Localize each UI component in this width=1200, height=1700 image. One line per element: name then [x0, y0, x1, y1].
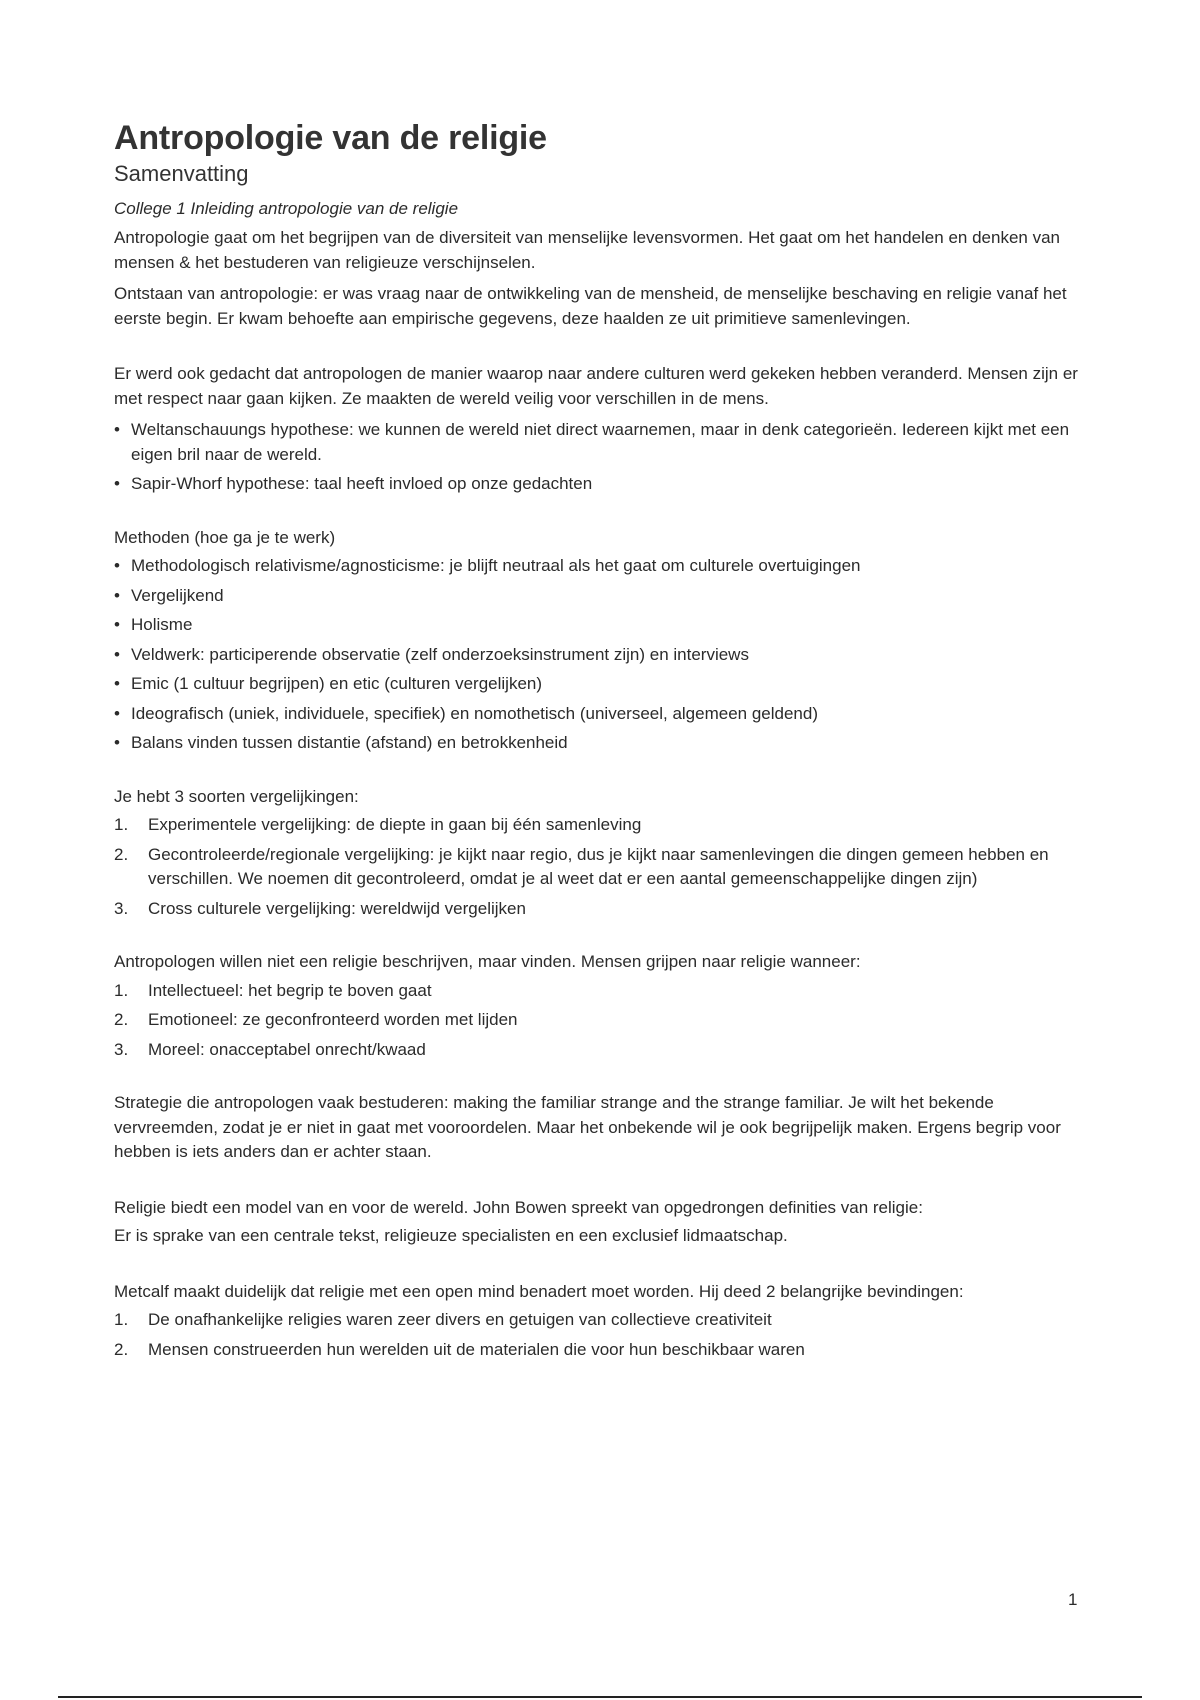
comparisons-heading: Je hebt 3 soorten vergelijkingen: [114, 786, 359, 806]
bullet-icon: • [114, 674, 120, 693]
list-item: 2. Emotioneel: ze geconfronteerd worden met lijden [114, 1010, 518, 1029]
list-item: • Emic (1 cultuur begrijpen) en etic (culturen vergelijken) [114, 672, 1084, 697]
bullet-icon: • [114, 703, 120, 723]
document-page [114, 118, 1084, 1367]
list-item: 1. Intellectueel: het begrip te boven gaat [114, 980, 432, 1000]
intro-paragraph-1: Antropologie gaat om het begrijpen van de diversiteit van menselijke levensvormen. Het gaat om het handelen en denken van mensen & het bestuderen van religieuze verschijnselen. [114, 228, 1060, 272]
perspective-paragraph: Er werd ook gedacht dat antropologen de manier waarop naar andere culturen werd gekeken hebben veranderd. Mensen zijn er met respect naar gaan kijken. Ze maakten de wereld veilig voor verschillen in de mens. [114, 364, 1078, 408]
list-item: • Methodologisch relativisme/agnosticisme: je blijft neutraal als het gaat om culturele overtuigingen [114, 554, 1084, 579]
reasons-heading: Antropologen willen niet een religie beschrijven, maar vinden. Mensen grijpen naar religie wanneer: [114, 952, 861, 971]
list-item: • Veldwerk: participerende observatie (zelf onderzoeksinstrument zijn) en interviews [114, 643, 1084, 668]
list-item: • Weltanschauungs hypothese: we kunnen de wereld niet direct waarnemen, maar in denk categorieën. Iedereen kijkt met een eigen bril naar de wereld. [114, 420, 1070, 464]
bullet-icon: • [114, 585, 120, 605]
list-item: 1. De onafhankelijke religies waren zeer divers en getuigen van collectieve creativiteit [114, 1310, 772, 1329]
methods-list [114, 554, 1084, 756]
list-item: 2. Gecontroleerde/regionale vergelijking: je kijkt naar regio, dus je kijkt naar samenlevingen die dingen gemeen hebben en verschillen. We noemen dit gecontroleerd, omdat je al weet dat er een aantal gemeenschappelijke dingen zijn) [114, 844, 1049, 888]
list-item: • Holisme [114, 613, 1084, 638]
bowen-paragraph-2: Er is sprake van een centrale tekst, religieuze specialisten en een exclusief lidmaatschap. [114, 1226, 788, 1245]
methods-heading: Methoden (hoe ga je te werk) [114, 527, 336, 547]
strategy-paragraph: Strategie die antropologen vaak bestuderen: making the familiar strange and the strange familiar. Je wilt het bekende vervreemden, zodat je er niet in gaat met vooroordelen. Maar het onbekende wil je ook begrijpelijk maken. Ergens begrip voor hebben is iets anders dan er achter staan. [114, 1093, 1061, 1161]
comparisons-list [114, 813, 1084, 921]
list-item: • Balans vinden tussen distantie (afstand) en betrokkenheid [114, 731, 1084, 756]
perspective-list [114, 418, 1084, 497]
footer-divider [58, 1696, 1142, 1698]
page-number: 1 [1068, 1590, 1078, 1609]
bullet-icon: • [114, 644, 120, 664]
list-item: 2. Mensen construeerden hun werelden uit de materialen die voor hun beschikbaar waren [114, 1339, 805, 1359]
list-item: • Sapir-Whorf hypothese: taal heeft invloed op onze gedachten [114, 472, 1084, 497]
bullet-icon: • [114, 615, 120, 634]
lecture-heading: College 1 Inleiding antropologie van de religie [114, 199, 459, 218]
intro-paragraph-2: Ontstaan van antropologie: er was vraag naar de ontwikkeling van de mensheid, de menselijke beschaving en religie vanaf het eerste begin. Er kwam behoefte aan empirische gegevens, deze haalden ze uit primitieve samenlevingen. [114, 284, 1067, 328]
document-title: Antropologie van de religie [114, 119, 547, 157]
list-item: • Vergelijkend [114, 584, 1084, 609]
metcalf-list [114, 1308, 1084, 1362]
list-item: 3. Cross culturele vergelijking: wereldwijd vergelijken [114, 898, 526, 918]
bullet-icon: • [114, 733, 120, 752]
list-item: 1. Experimentele vergelijking: de diepte in gaan bij één samenleving [114, 815, 642, 834]
list-item: • Ideografisch (uniek, individuele, specifiek) en nomothetisch (universeel, algemeen geldend) [114, 702, 1084, 727]
document-subtitle: Samenvatting [114, 161, 249, 186]
bullet-icon: • [114, 556, 120, 575]
metcalf-heading: Metcalf maakt duidelijk dat religie met een open mind benadert moet worden. Hij deed 2 belangrijke bevindingen: [114, 1281, 964, 1301]
reasons-list [114, 979, 1084, 1063]
list-item: 3. Moreel: onacceptabel onrecht/kwaad [114, 1039, 426, 1059]
bowen-paragraph-1: Religie biedt een model van en voor de wereld. John Bowen spreekt van opgedrongen definities van religie: [114, 1197, 923, 1217]
bullet-icon: • [114, 420, 120, 439]
bullet-icon: • [114, 474, 120, 493]
